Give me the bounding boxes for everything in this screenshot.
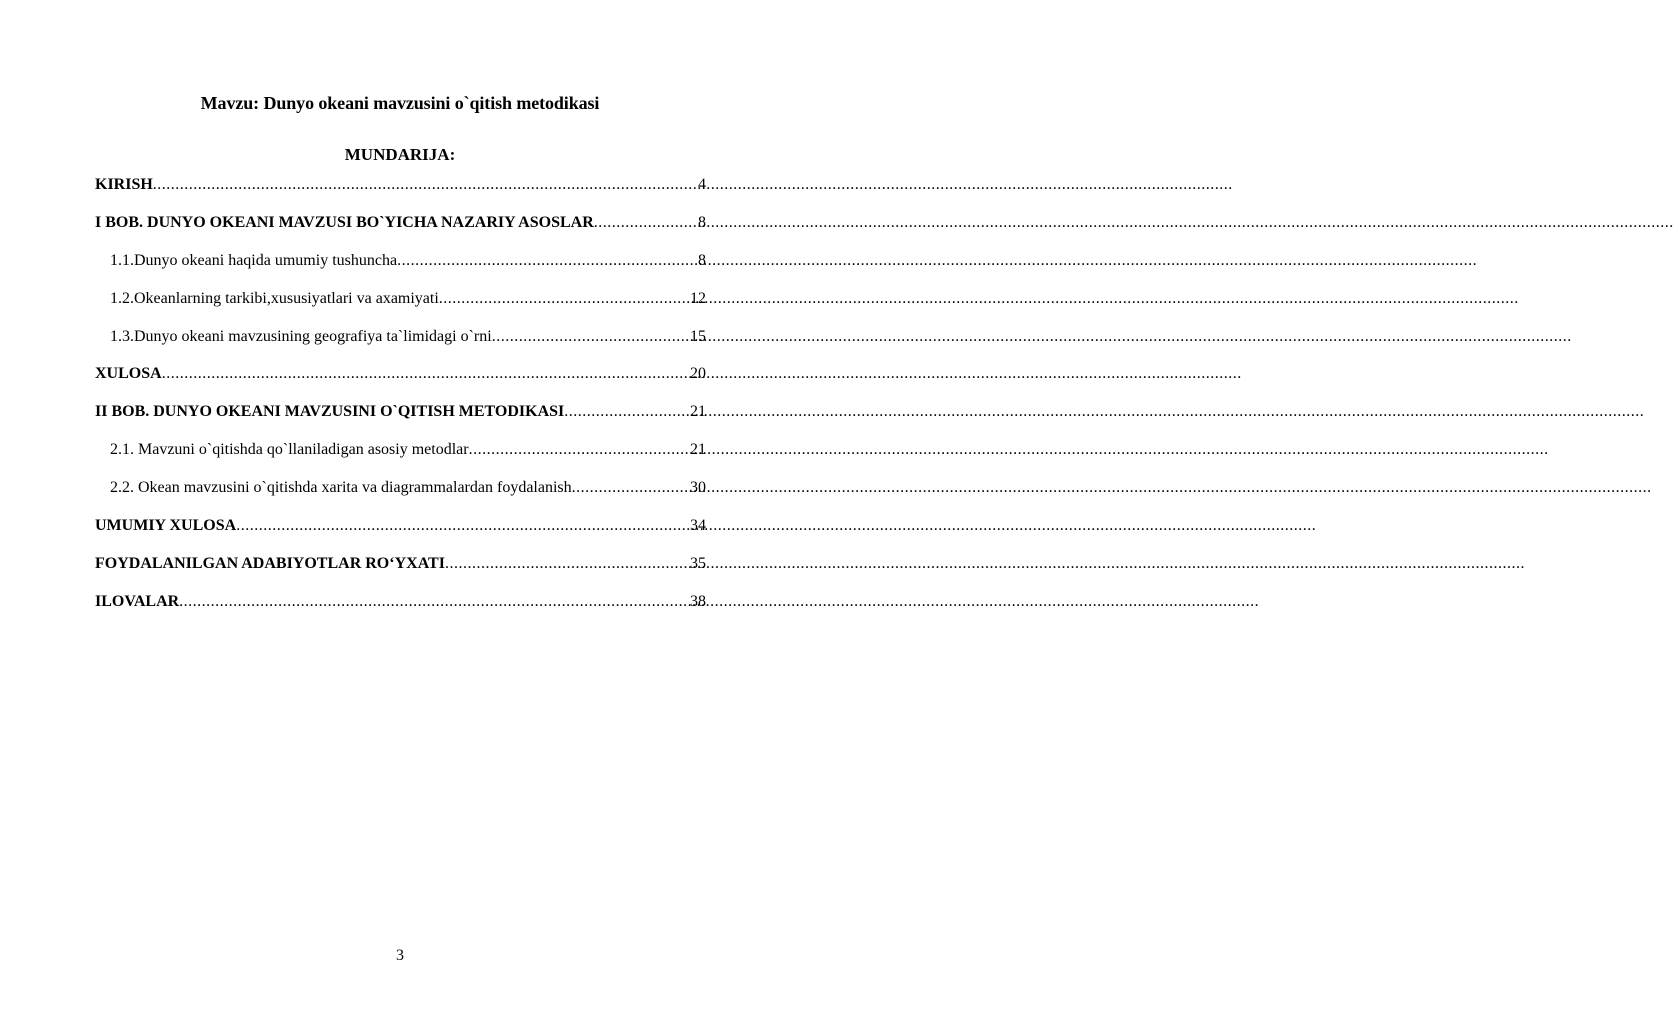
toc-entry-section-2-2[interactable]	[95, 479, 706, 517]
toc-entry-chapter-1[interactable]	[95, 214, 706, 252]
toc-dot-leader	[153, 176, 698, 194]
page-number: 3	[396, 947, 404, 964]
toc-entry-section-1-2[interactable]	[95, 290, 706, 328]
toc-entry-umumiy-xulosa[interactable]	[95, 517, 706, 555]
toc-entry-page: 38	[690, 592, 706, 610]
toc-heading: MUNDARIJA:	[344, 145, 456, 164]
toc-entry-page: 12	[690, 289, 706, 307]
toc-entry-section-2-1[interactable]	[95, 441, 706, 479]
toc-dot-leader	[236, 517, 690, 535]
toc-entry-label: KIRISH	[95, 176, 153, 193]
toc-entry-page: 8	[698, 251, 706, 269]
toc-entry-label: 1.1.Dunyo okeani haqida umumiy tushuncha	[110, 251, 398, 269]
toc-entry-label: FOYDALANILGAN ADABIYOTLAR RO‘YXATI	[95, 554, 445, 572]
toc-entry-label: 2.2. Okean mavzusini o`qitishda xarita va diagrammalardan foydalanish	[110, 479, 572, 497]
toc-entry-page: 34	[690, 517, 706, 535]
toc-dot-leader	[439, 290, 690, 308]
toc-entry-page: 21	[690, 441, 706, 459]
toc-dot-leader	[162, 365, 690, 383]
toc-entry-section-1-3[interactable]	[95, 328, 706, 366]
toc-entry-label: 1.3.Dunyo okeani mavzusining geografiya ta`limidagi o`rni	[110, 327, 492, 345]
toc-entry-page: 21	[690, 403, 706, 421]
toc-dot-leader	[572, 479, 690, 497]
toc-dot-leader	[594, 214, 698, 232]
toc-entry-page: 8	[698, 213, 706, 231]
toc-entry-page: 4	[698, 176, 706, 193]
toc-dot-leader	[469, 441, 690, 459]
toc-entry-label: 2.1. Mavzuni o`qitishda qo`llaniladigan asosiy metodlar	[110, 441, 469, 459]
toc-entry-page: 20	[690, 365, 706, 383]
toc-entry-label: UMUMIY XULOSA	[95, 517, 237, 535]
toc-entry-label: 1.2.Okeanlarning tarkibi,xususiyatlari va axamiyati	[110, 289, 439, 307]
toc-entry-page: 30	[690, 479, 706, 497]
toc-entry-chapter-2[interactable]	[95, 403, 706, 441]
document-page	[0, 0, 800, 1035]
toc-entry-ilovalar[interactable]	[95, 593, 706, 631]
document-title: Mavzu: Dunyo okeani mavzusini o`qitish metodikasi	[200, 93, 600, 113]
toc-entry-label: ILOVALAR	[95, 592, 180, 610]
table-of-contents	[95, 176, 706, 631]
toc-entry-page: 35	[690, 554, 706, 572]
toc-dot-leader	[397, 252, 698, 270]
toc-entry-section-1-1[interactable]	[95, 252, 706, 290]
toc-entry-adabiyotlar[interactable]	[95, 555, 706, 593]
toc-entry-label: XULOSA	[95, 365, 162, 383]
toc-dot-leader	[179, 593, 690, 611]
toc-entry-page: 15	[690, 327, 706, 345]
toc-entry-label: I BOB. DUNYO OKEANI MAVZUSI BO`YICHA NAZARIY ASOSLAR	[95, 213, 594, 231]
toc-entry-label: II BOB. DUNYO OKEANI MAVZUSINI O`QITISH METODIKASI	[95, 403, 565, 421]
toc-entry-kirish[interactable]	[95, 176, 706, 214]
toc-entry-xulosa[interactable]	[95, 365, 706, 403]
toc-dot-leader	[445, 555, 690, 573]
toc-dot-leader	[492, 328, 690, 346]
toc-dot-leader	[564, 403, 690, 421]
